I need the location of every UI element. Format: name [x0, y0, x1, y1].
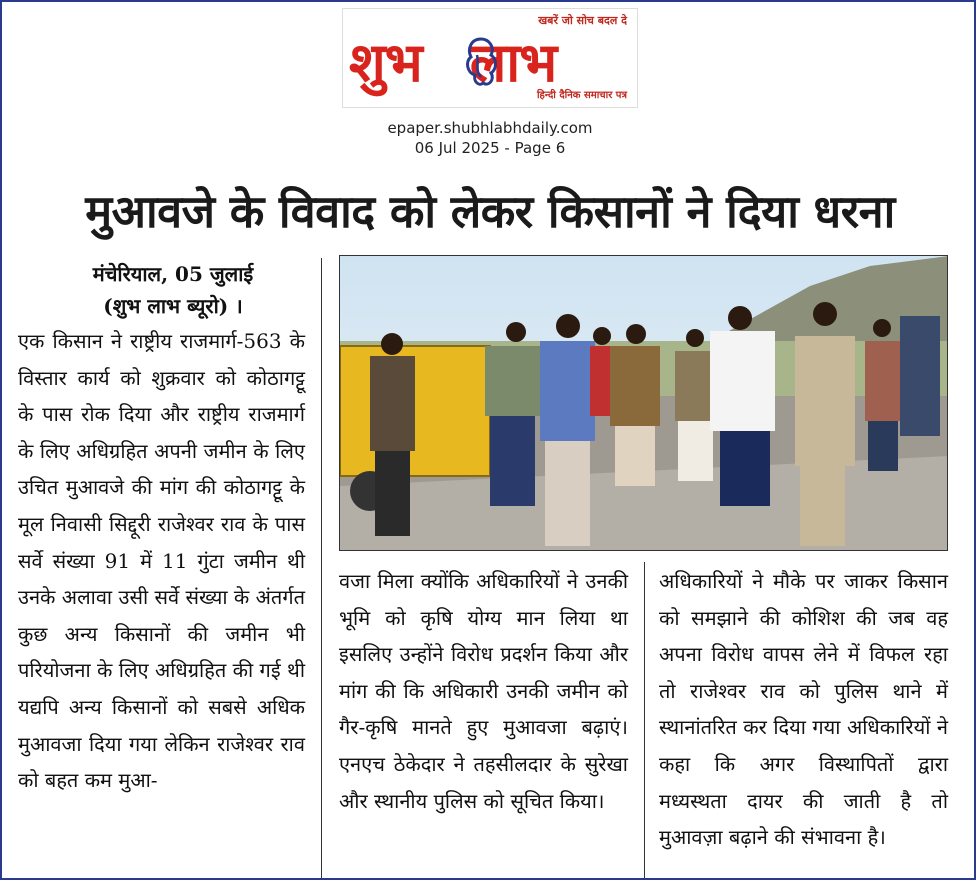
masthead-tagline: खबरें जो सोच बदल दे	[538, 14, 627, 27]
masthead-brand	[349, 23, 556, 97]
source-site: epaper.shubhlabhdaily.com	[387, 119, 593, 137]
article-photo	[339, 255, 948, 551]
article-byline: (शुभ लाभ ब्यूरो) ।	[103, 294, 243, 318]
column-divider-2	[644, 562, 645, 878]
ganesh-icon	[461, 33, 501, 89]
article-column-1: एक किसान ने राष्ट्रीय राजमार्ग-563 के विस्तार कार्य को शुक्रवार को कोठागट्टू के पास रोक दिया और राष्ट्रीय राजमार्ग के लिए अधिग्रहित अपनी जमीन के लिए उचित मुआवजे की मांग की कोठागट्टू के मूल निवासी सिद्दूरी राजेश्वर राव के पास सर्वे संख्या 91 में 11 गुंटा जमीन थी उनके अलावा उसी सर्वे संख्या के अंतर्गत कुछ अन्य किसानों की जमीन भी परियोजना के लिए अधिग्रहित की गई थी यद्यपि अन्य किसानों को सबसे अधिक मुआवजा दिया गया लेकिन राजेश्वर राव को बहत कम मुआ-	[18, 329, 305, 793]
article-column-3: अधिकारियों ने मौके पर जाकर किसान को समझाने की कोशिश की जब वह अपना विरोध वापस लेने में विफल रहा तो राजेश्वर राव को पुलिस थाने में स्थानांतरित कर दिया गया अधिकारियों ने कहा कि अगर विस्थापितों द्वारा मध्यस्थता दायर की जाती है तो मुआवज़ा बढ़ाने की संभावना है।	[659, 569, 948, 850]
source-date-page: 06 Jul 2025 - Page 6	[414, 139, 566, 157]
masthead-subtitle: हिन्दी दैनिक समाचार पत्र	[536, 90, 627, 101]
brand-left: शुभ	[349, 31, 422, 94]
column-divider-1	[321, 258, 322, 878]
masthead-logo	[342, 8, 638, 108]
article-headline: मुआवजे के विवाद को लेकर किसानों ने दिया धरना	[85, 185, 895, 238]
protest-scene-image	[340, 256, 948, 551]
brand-right: लाभ	[469, 31, 557, 94]
article-dateline: मंचेरियाल, 05 जुलाई	[92, 262, 254, 286]
article-column-2: वजा मिला क्योंकि अधिकारियों ने उनकी भूमि को कृषि योग्य मान लिया था इसलिए उन्होंने विरोध प्रदर्शन किया और मांग की कि अधिकारी उनकी जमीन को गैर-कृषि मानते हुए मुआवजा बढ़ाएं। एनएच ठेकेदार ने तहसीलदार के सुरेखा और स्थानीय पुलिस को सूचित किया।	[339, 569, 628, 813]
